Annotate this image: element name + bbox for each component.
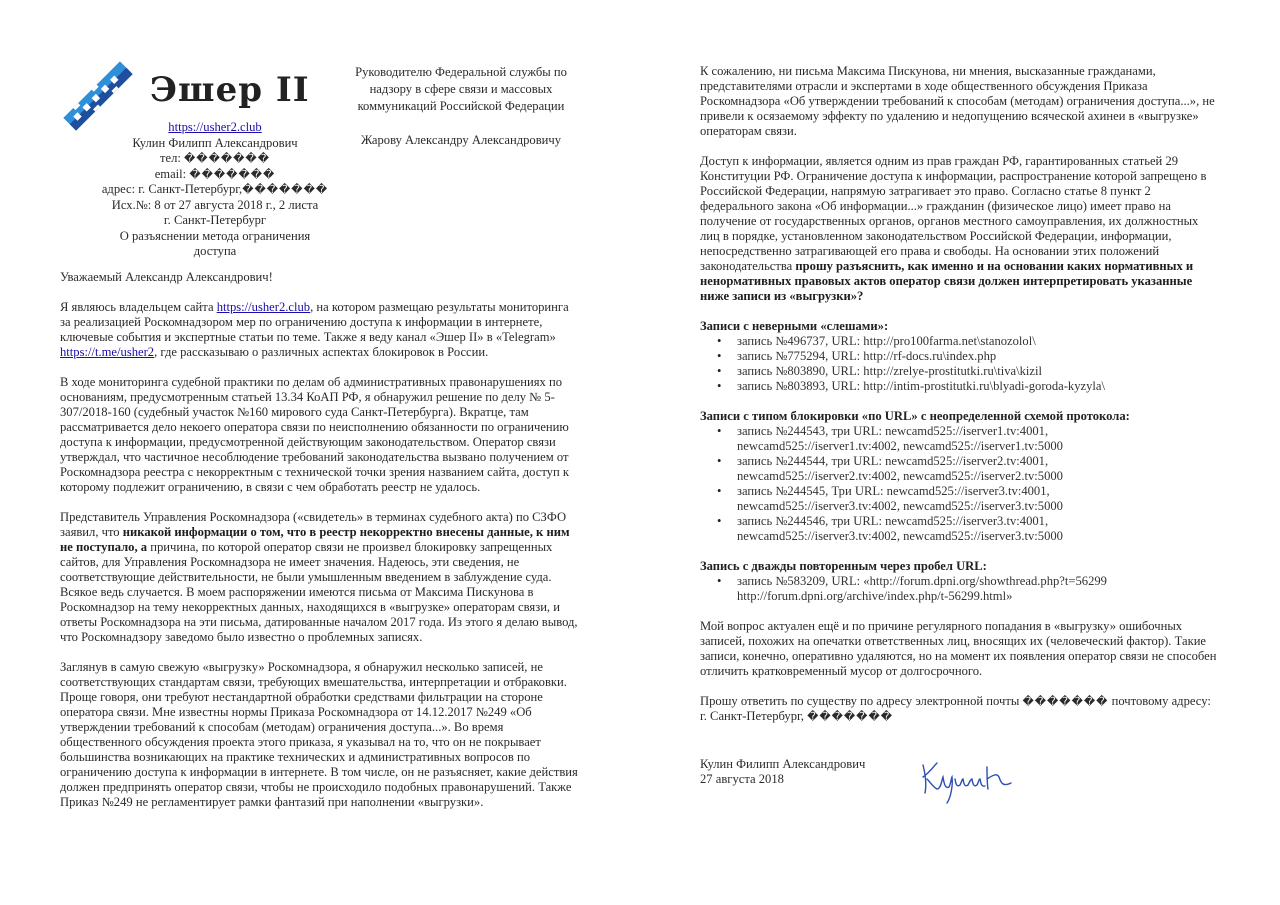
subject-line-2: доступа <box>193 244 237 258</box>
paragraph-witness <box>60 510 580 645</box>
address-label: адрес: г. Санкт-Петербург, <box>101 182 243 196</box>
witness-text-a: Представитель Управления Роскомнадзора («свидетель» в терминах судебного акта) по СЗФО заявил, что <box>60 510 567 539</box>
intro-text-b: , на котором размещаю результаты мониторинга за реализацией Роскомнадзором мер по ограничению доступа к информации в интернете, ключевые события и экспертные статьи по теме. Также я веду канал «Эшер II» в «Telegram» <box>60 300 569 344</box>
reference-number: Исх.№: 8 от 27 августа 2018 г., 2 листа <box>111 197 319 212</box>
paragraph-regret: К сожалению, ни письма Максима Пискунова, ни мнения, высказанные гражданами, представителями отрасли и экспертами в ходе общественного обсуждения Приказа Роскомнадзора «Об утверждении требований к способам (методам) ограничения доступа...», не привели к осязаемому эффекту по удалению и недопущению всяческой ахинеи в «выгрузке» операторам связи. <box>700 64 1215 138</box>
recipient-name: Жарову Александру Александровичу <box>360 133 562 147</box>
recipient-block <box>340 64 582 149</box>
sender-city: г. Санкт-Петербург <box>163 213 267 227</box>
list-item <box>736 574 1220 604</box>
list-item-line: • запись №244545, Три URL: newcamd525://iserver3.tv:4001, <box>737 484 1050 498</box>
intro-text-a: Я являюсь владельцем сайта <box>60 300 217 314</box>
subject-line-1: О разъяснении метода ограничения <box>119 228 311 243</box>
paragraph-court-case: В ходе мониторинга судебной практики по делам об административных правонарушениях по основаниям, предусмотренным статьей 13.34 КоАП РФ, я обнаружил решение по делу № 5-307/2018-160 (судебный участок №160 мирового суда Санкт-Петербурга). Вкратце, там рассматривается дело некоего оператора связи по неисполнению обязанности по ограничению доступа к информации, предусмотренной действующим законодательством. Оператор связи утверждал, что частичное несоблюдение требований законодательства вызвано получением от Роскомнадзора реестра с некорректным с технической точки зрения названием сайта, доступ к которому подлежит ограничению, в связи с чем обработать реестр не удалось. <box>60 375 569 494</box>
duplicate-list <box>700 574 1220 604</box>
list-item: • запись №496737, URL: http://pro100farma.net\stanozolol\ <box>736 334 1220 349</box>
recipient-line-3: коммуникаций Российской Федерации <box>357 99 565 113</box>
site-link[interactable]: https://usher2.club <box>168 120 262 134</box>
telegram-link[interactable]: https://t.me/usher2 <box>60 345 155 359</box>
list-item <box>736 454 1220 484</box>
recipient-line-1: Руководителю Федеральной службы по <box>355 65 567 79</box>
protocol-list <box>700 424 1220 544</box>
request-bold: прошу разъяснить, как именно и на основании каких нормативных и ненормативных правовых актов оператор связи должен интерпретировать указанные ниже записи из «выгрузки»? <box>700 259 1194 303</box>
reply-email: ������� <box>1022 695 1109 708</box>
witness-text-b: причина, по которой оператор связи не произвел блокировку запрещенных сайтов, для Управления Роскомнадзора не имеет значения. Надеюсь, эти сведения, не соответствующие действительности, не были умышленным введением в заблуждение суда. Всякое ведь случается. В моем распоряжении имеются письма от Максима Пискунова в Роскомнадзор на тему некорректных данных, находящихся в «выгрузке» операторам связи, и ответы Роскомнадзора на эти письма, датированные началом 2017 года. Из этого я делаю вывод, что Роскомнадзору заведомо было известно о проблемных записях. <box>60 540 578 644</box>
list-item-line: • запись №244543, три URL: newcamd525://iserver1.tv:4001, <box>737 424 1049 438</box>
recipient-line-2: надзору в сфере связи и массовых <box>369 82 553 96</box>
address-value: ������� <box>242 183 329 196</box>
paragraph-reply-address <box>700 694 1220 724</box>
list-item-line: http://forum.dpni.org/archive/index.php/t-56299.html» <box>737 589 1013 603</box>
paragraph-request <box>700 154 1220 304</box>
signature-date: 27 августа 2018 <box>700 772 784 786</box>
section-duplicate-title: Запись с дважды повторенным через пробел URL: <box>700 559 987 573</box>
list-item: • запись №803893, URL: http://intim-prostitutki.ru\blyadi-goroda-kyzyla\ <box>736 379 1220 394</box>
list-item-line: newcamd525://iserver2.tv:4002, newcamd525://iserver2.tv:5000 <box>737 469 1063 483</box>
reply-address: ������� <box>807 710 894 723</box>
list-item-line: • запись №244546, три URL: newcamd525://iserver3.tv:4001, <box>737 514 1049 528</box>
list-item-line: newcamd525://iserver3.tv:4002, newcamd525://iserver3.tv:5000 <box>737 499 1063 513</box>
list-item <box>736 424 1220 454</box>
email-label: email: <box>154 166 187 181</box>
list-item <box>736 514 1220 544</box>
paragraph-registry: Заглянув в самую свежую «выгрузку» Роскомнадзора, я обнаружил несколько записей, не соответствующих стандартам связи, требующих вмешательства, интерпретации и отбраковки. Проще говоря, они требуют нестандартной обработки средствами фильтрации на стороне оператора связи. Мне известны нормы Приказа Роскомнадзора от 14.12.2017 №249 «Об утверждении требований к способам (методам) ограничения доступа...». Во время общественного обсуждения проекта этого приказа, я указывал на то, что он не покрывает большинства возникающих на практике технических и административных вопросов по ограничению доступа к информации в интернете. В том числе, он не разъясняет, какие действия должен предпринять оператор связи, чтобы не происходило подобных правонарушений. Также Приказ №249 не регламентирует рамки фантазий при наполнении «выгрузки». <box>60 660 578 809</box>
request-text: Доступ к информации, является одним из прав граждан РФ, гарантированных статьей 29 Конституции РФ. Ограничение доступа к информации, распространение которой запрещено в Российской Федерации, напрямую затрагивает это право. Согласно статье 8 пункт 2 федерального закона «Об информации...» гражданин (физическое лицо) имеет право на получение от государственных органов, органов местного самоуправления, их должностных лиц в порядке, установленном законодательством Российской Федерации, информации, непосредственно затрагивающей его права и свободы. На основании этих положений законодательства <box>700 154 1207 273</box>
handwritten-signature <box>915 753 1020 805</box>
list-item-line: newcamd525://iserver3.tv:4002, newcamd525://iserver3.tv:5000 <box>737 529 1063 543</box>
slashes-list <box>700 334 1220 394</box>
signature-name: Кулин Филипп Александрович <box>700 757 866 771</box>
witness-bold: никакой информации о том, что в реестр некорректно внесены данные, к ним не поступало, а <box>60 525 570 554</box>
sender-address <box>60 182 370 198</box>
list-item-line: • запись №244544, три URL: newcamd525://iserver2.tv:4001, <box>737 454 1049 468</box>
reply-text-a: Прошу ответить по существу по адресу электронной почты <box>700 694 1023 708</box>
list-item-line: newcamd525://iserver1.tv:4002, newcamd525://iserver1.tv:5000 <box>737 439 1063 453</box>
letter-body-left <box>60 270 580 825</box>
list-item-line: • запись №583209, URL: «http://forum.dpni.org/showthread.php?t=56299 <box>737 574 1107 588</box>
usher2-link[interactable]: https://usher2.club <box>216 300 311 314</box>
reply-text-b: почтовому адресу: г. Санкт-Петербург, <box>700 694 1211 723</box>
sender-block <box>60 120 370 260</box>
paragraph-intro <box>60 300 580 360</box>
section-slashes-title: Записи с неверными «слешами»: <box>700 319 889 333</box>
list-item <box>736 484 1220 514</box>
paragraph-relevance: Мой вопрос актуален ещё и по причине регулярного попадания в «выгрузку» ошибочных записей, похожих на опечатки ответственных лиц, вносящих их (человеческий фактор). Такие записи, конечно, оперативно удаляются, но на момент их появления оператор связи не способен отличить кратковременный мусор от долгосрочного. <box>700 619 1217 678</box>
list-item: • запись №803890, URL: http://zrelye-prostitutki.ru\tiva\kizil <box>736 364 1220 379</box>
letter-body-right <box>700 64 1220 739</box>
sender-email <box>60 167 370 183</box>
brand-name: Эшер II <box>150 70 310 110</box>
phone-label: тел: <box>159 151 181 165</box>
intro-text-c: , где рассказываю о различных аспектах блокировок в России. <box>154 345 489 359</box>
email-value: ������� <box>189 167 276 181</box>
phone-value: ������� <box>184 152 270 165</box>
list-item: • запись №775294, URL: http://rf-docs.ru\index.php <box>736 349 1220 364</box>
sender-name: Кулин Филипп Александрович <box>132 135 298 150</box>
signature-block <box>700 757 865 787</box>
section-protocol-title: Записи с типом блокировки «по URL» с неопределенной схемой протокола: <box>700 409 1130 423</box>
sender-phone <box>60 151 370 167</box>
letter-page-2 <box>640 0 1280 905</box>
greeting: Уважаемый Александр Александрович! <box>60 270 273 284</box>
